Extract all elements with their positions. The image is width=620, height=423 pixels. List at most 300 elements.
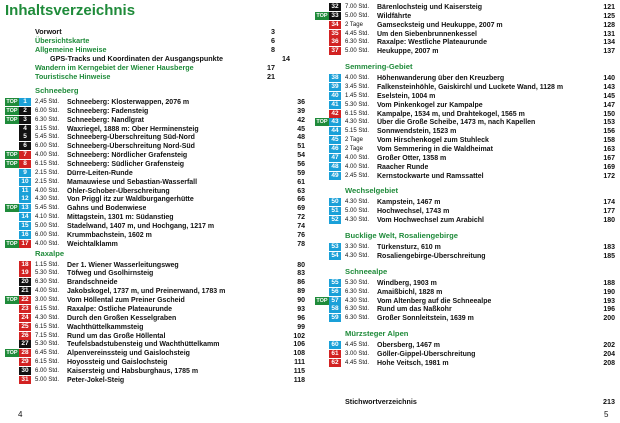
route-page: 174 [603,199,615,207]
route-title: Kampstein, 1467 m [377,199,441,207]
top-badge: TOP [6,116,18,123]
route-number: 52 [329,216,341,224]
route-duration: 4.00 Std. [345,163,370,170]
route-title: Obersberg, 1467 m [377,342,441,350]
route-duration: 1.15 Std. [35,261,60,268]
front-matter-page: 14 [282,54,290,63]
route-title: Vom Hochwechsel zum Arabichl [377,217,484,225]
route-page: 78 [297,240,305,248]
route-number: 28 [19,349,31,357]
route-number: 38 [329,74,341,82]
route-page: 86 [297,279,305,287]
route-duration: 6.15 Std. [345,110,370,117]
route-duration: 7.00 Std. [345,4,370,10]
route-duration: 4.10 Std. [35,214,60,221]
route-row [315,21,615,30]
route-page: 208 [603,359,615,367]
route-title: Wachthüttelkammsteig [67,323,144,331]
top-badge: TOP [6,161,18,168]
route-page: 69 [297,205,305,213]
route-number: 46 [329,145,341,153]
route-title: Teufelsbadstubensteig und Wachthüttelkamm [67,341,220,349]
route-row [315,145,615,154]
route-page: 83 [297,270,305,278]
front-matter-title: Übersichtskarte [35,36,90,45]
front-matter-page: 17 [267,63,275,72]
route-number: 31 [19,376,31,384]
route-number: 33 [329,12,341,20]
route-number: 5 [19,133,31,141]
route-row [5,178,305,187]
route-row [315,279,615,288]
route-page: 177 [603,208,615,216]
route-number: 35 [329,30,341,38]
route-duration: 6.30 Std. [35,116,60,123]
route-number: 9 [19,169,31,177]
route-title: Großer Otter, 1358 m [377,154,447,162]
route-number: 62 [329,359,341,367]
route-row [315,101,615,110]
route-duration: 5.45 Std. [35,134,60,141]
route-row [5,340,305,349]
route-page: 48 [297,134,305,142]
route-title: Eselstein, 1004 m [377,92,436,100]
route-page: 143 [603,84,615,92]
front-matter-item [35,72,275,81]
route-row [315,297,615,306]
route-duration: 5.00 Std. [35,223,60,230]
route-duration: 5.00 Std. [345,12,370,19]
route-title: Rund um das Große Höllental [67,332,166,340]
route-title: Gamsecksteig und Heukuppe, 2007 m [377,21,503,29]
route-title: Vom Altenberg auf die Schneealpe [377,297,492,305]
route-number: 45 [329,136,341,144]
route-title: Wildfährte [377,12,412,20]
route-number: 8 [19,160,31,168]
route-duration: 2 Tage [345,21,363,28]
route-page: 51 [297,143,305,151]
route-title: Töfweg und Gsolhirnsteig [67,270,154,278]
route-title: Kernstockwarte und Ramssattel [377,172,484,180]
route-title: Höhenwanderung über den Kreuzberg [377,75,505,83]
route-row [5,116,305,125]
route-duration: 6.30 Std. [345,315,370,322]
section-heading: Raxalpe [35,248,65,258]
route-duration: 6.00 Std. [35,367,60,374]
route-duration: 3.00 Std. [35,297,60,304]
route-page: 145 [603,92,615,100]
route-row [315,243,615,252]
route-number: 4 [19,125,31,133]
route-page: 128 [603,21,615,29]
route-page: 158 [603,137,615,145]
route-title: Hohe Veitsch, 1981 m [377,359,449,367]
top-badge: TOP [6,205,18,212]
top-badge: TOP [6,152,18,159]
route-row [5,204,305,213]
top-badge: TOP [6,350,18,357]
route-row [5,314,305,323]
route-row [315,172,615,181]
route-title: Öhler-Schober-Überschreitung [67,187,170,195]
route-page: 118 [293,376,305,384]
route-title: Falkensteinhöhle, Gaiskirchl und Luckete Wand, 1128 m [377,84,564,92]
route-number: 11 [19,187,31,195]
route-number: 6 [19,142,31,150]
route-page: 61 [297,178,305,186]
route-row [5,125,305,134]
right-page [310,0,620,423]
front-matter-title: GPS-Tracks und Koordinaten der Ausgangspunkte [50,54,224,63]
front-matter-page: 21 [267,72,275,81]
route-duration: 4.45 Std. [345,359,370,366]
route-row [315,314,615,323]
route-row [5,107,305,116]
route-title: Vom Semmering in die Waldheimat [377,146,493,154]
route-row [5,213,305,222]
route-title: Türkensturz, 610 m [377,244,441,252]
route-row [315,154,615,163]
route-page: 202 [603,342,615,350]
route-page: 156 [603,128,615,136]
route-title: Jakobskogel, 1737 m, und Preinerwand, 1783 m [67,288,226,296]
route-title: Gahns und Bodenwiese [67,205,147,213]
route-duration: 4.30 Std. [345,217,370,224]
route-title: Brandschneide [67,279,118,287]
route-number: 3 [19,116,31,124]
route-duration: 2.15 Std. [35,178,60,185]
route-row [5,261,305,270]
route-duration: 6.00 Std. [35,143,60,150]
front-matter-page: 6 [271,36,275,45]
route-row [315,288,615,297]
route-title: Rund um das Naßkohr [377,306,452,314]
route-page: 169 [603,163,615,171]
route-number: 58 [329,305,341,313]
route-number: 60 [329,341,341,349]
front-matter-page: 8 [271,45,275,54]
route-number: 54 [329,252,341,260]
route-number: 20 [19,278,31,286]
route-title: Raacher Runde [377,163,429,171]
route-duration: 4.00 Std. [35,187,60,194]
route-duration: 6.15 Std. [35,359,60,366]
route-duration: 6.15 Std. [35,305,60,312]
route-number: 23 [19,305,31,313]
route-page: 200 [603,315,615,323]
route-number: 57 [329,297,341,305]
route-number: 51 [329,207,341,215]
route-number: 7 [19,151,31,159]
route-number: 39 [329,83,341,91]
route-page: 131 [603,30,615,38]
route-row [5,367,305,376]
front-matter-title: Allgemeine Hinweise [35,45,107,54]
back-matter-title: Stichwortverzeichnis [345,397,417,406]
section-heading: Schneealpe [345,266,388,276]
top-badge: TOP [6,297,18,304]
route-duration: 4.45 Std. [345,30,370,37]
route-title: Heukuppe, 2007 m [377,48,439,56]
route-duration: 4.30 Std. [35,314,60,321]
route-title: Vom Hirschenkogel zum Stuhleck [377,137,489,145]
route-row [5,296,305,305]
route-duration: 6.45 Std. [35,350,60,357]
route-duration: 2 Tage [345,146,363,153]
route-row [315,136,615,145]
route-number: 42 [329,110,341,118]
route-row [5,160,305,169]
route-page: 76 [297,231,305,239]
section-heading: Bucklige Welt, Rosaliengebirge [345,231,458,241]
route-number: 15 [19,222,31,230]
route-title: Vom Höllental zum Preiner Gscheid [67,297,185,305]
route-title: Windberg, 1903 m [377,279,437,287]
route-page: 125 [603,12,615,20]
route-title: Von Priggl itz zur Waldburgangerhütte [67,196,194,204]
back-matter-item [345,397,615,406]
route-row [5,169,305,178]
route-duration: 3.00 Std. [345,350,370,357]
route-number: 55 [329,279,341,287]
route-number: 17 [19,240,31,248]
route-duration: 2.45 Std. [345,172,370,179]
route-row [5,240,305,249]
route-number: 2 [19,107,31,115]
route-page: 153 [603,119,615,127]
route-duration: 6.00 Std. [35,231,60,238]
route-row [5,358,305,367]
route-page: 89 [297,288,305,296]
route-page: 188 [603,279,615,287]
route-number: 18 [19,261,31,269]
route-page: 147 [603,101,615,109]
route-page: 36 [297,99,305,106]
route-page: 102 [293,332,305,340]
top-badge: TOP [316,297,328,304]
route-row [5,142,305,151]
route-number: 10 [19,178,31,186]
route-duration: 6.15 Std. [35,323,60,330]
front-matter-title: Touristische Hinweise [35,72,111,81]
route-row [315,359,615,368]
front-matter-title: Vorwort [35,27,62,36]
route-page: 108 [293,350,305,358]
route-number: 49 [329,172,341,180]
route-row [315,118,615,127]
route-number: 47 [329,154,341,162]
route-page: 93 [297,305,305,313]
front-matter-item [35,27,275,36]
route-duration: 7.15 Std. [35,332,60,339]
top-badge: TOP [6,107,18,114]
route-row [5,133,305,142]
route-duration: 5.30 Std. [345,101,370,108]
route-page: 167 [603,154,615,162]
route-page: 115 [293,367,305,375]
route-number: 37 [329,47,341,55]
route-row [315,252,615,261]
route-row [5,332,305,341]
route-number: 1 [19,98,31,106]
route-title: Hochwechsel, 1743 m [377,208,450,216]
route-page: 74 [297,223,305,231]
route-duration: 4.30 Std. [345,199,370,206]
route-page: 59 [297,169,305,177]
route-title: Raxalpe: Östliche Plateaurunde [67,305,173,313]
route-row [315,74,615,83]
route-title: Vom Pinkenkogel zur Kampalpe [377,101,483,109]
route-row [5,98,305,107]
route-row [5,305,305,314]
route-number: 21 [19,287,31,295]
route-page: 190 [603,288,615,296]
route-title: Schneeberg: Nandlgrat [67,116,145,124]
route-title: Durch den Großen Kesselgraben [67,314,177,322]
route-number: 34 [329,21,341,29]
route-page: 45 [297,125,305,133]
route-duration: 2 Tage [345,137,363,144]
route-title: Sonnwendstein, 1523 m [377,128,457,136]
route-row [315,127,615,136]
route-row [315,30,615,39]
route-page: 196 [603,306,615,314]
route-row [315,47,615,56]
route-row [315,305,615,314]
route-title: Mittagstein, 1301 m: Südanstieg [67,214,174,222]
route-row [5,323,305,332]
route-title: Amaißbichl, 1828 m [377,288,443,296]
route-number: 40 [329,92,341,100]
route-duration: 3.15 Std. [35,125,60,132]
route-page: 121 [603,4,615,11]
route-page: 42 [297,116,305,124]
route-page: 172 [603,172,615,180]
route-number: 14 [19,213,31,221]
route-duration: 5.15 Std. [345,128,370,135]
route-title: Um den Siebenbrunnenkessel [377,30,477,38]
route-number: 29 [19,358,31,366]
section-heading: Mürzsteger Alpen [345,329,409,339]
route-page: 99 [297,323,305,331]
route-page: 163 [603,146,615,154]
route-row [5,195,305,204]
route-duration: 5.00 Std. [35,376,60,383]
route-page: 140 [603,75,615,83]
route-duration: 4.30 Std. [35,196,60,203]
route-number: 61 [329,350,341,358]
route-number: 26 [19,332,31,340]
route-number: 13 [19,204,31,212]
route-row [5,287,305,296]
route-duration: 6.30 Std. [345,288,370,295]
route-number: 44 [329,127,341,135]
front-matter-item [35,36,275,45]
route-row [5,269,305,278]
route-number: 43 [329,118,341,126]
route-duration: 4.30 Std. [345,297,370,304]
route-page: 54 [297,152,305,160]
route-number: 12 [19,195,31,203]
route-number: 16 [19,231,31,239]
route-title: Dürre-Leiten-Runde [67,169,133,177]
section-heading: Wechselgebiet [345,186,399,196]
route-duration: 3.45 Std. [345,84,370,91]
route-row [315,163,615,172]
route-page: 80 [297,261,305,269]
route-page: 183 [603,244,615,252]
front-matter-page: 3 [271,27,275,36]
route-page: 72 [297,214,305,222]
route-number: 27 [19,340,31,348]
route-number: 48 [329,163,341,171]
route-row [315,3,615,12]
route-page: 193 [603,297,615,305]
section-heading: Schneeberg [35,86,79,95]
route-title: Schneeberg: Nördlicher Grafensteig [67,152,188,160]
route-duration: 6.00 Std. [35,107,60,114]
route-number: 59 [329,314,341,322]
route-title: Großer Sonnleitstein, 1639 m [377,315,474,323]
route-title: Über die Große Scheibe, 1473 m, nach Kapellen [377,119,536,127]
route-page: 204 [603,350,615,358]
route-page: 56 [297,161,305,169]
route-title: Rosaliengebirge-Überschreitung [377,252,486,260]
route-duration: 2.15 Std. [35,169,60,176]
route-number: 32 [329,3,341,11]
route-row [5,349,305,358]
route-title: Schneeberg-Überschreitung Süd-Nord [67,134,195,142]
route-duration: 4.00 Std. [345,154,370,161]
route-page: 63 [297,187,305,195]
route-duration: 5.00 Std. [345,208,370,215]
route-page: 185 [603,252,615,260]
route-duration: 4.45 Std. [345,342,370,349]
route-duration: 6.15 Std. [35,161,60,168]
route-title: Krummbachstein, 1602 m [67,231,152,239]
route-duration: 5.00 Std. [345,48,370,55]
route-duration: 5.30 Std. [345,279,370,286]
route-number: 53 [329,243,341,251]
route-title: Der 1. Wiener Wasserleitungsweg [67,261,179,269]
route-row [5,151,305,160]
route-page: 39 [297,107,305,115]
route-number: 24 [19,314,31,322]
route-duration: 1.45 Std. [345,92,370,99]
route-title: Bärenlochsteig und Kaisersteig [377,4,483,11]
route-row [315,216,615,225]
route-duration: 4.00 Std. [35,288,60,295]
route-duration: 2,45 Std. [35,99,60,105]
section-heading: Semmering-Gebiet [345,62,413,72]
route-number: 41 [329,101,341,109]
route-duration: 5.30 Std. [35,270,60,277]
route-row [315,83,615,92]
route-duration: 4.00 Std. [345,75,370,82]
route-title: Hoyossteig und Gaislochsteig [67,359,168,367]
route-title: Schneeberg: Fadensteig [67,107,149,115]
route-duration: 4.30 Std. [345,252,370,259]
route-title: Raxalpe: Westliche Plateaurunde [377,39,487,47]
top-badge: TOP [316,119,328,126]
route-row [315,198,615,207]
route-duration: 6.30 Std. [345,306,370,313]
route-page: 180 [603,217,615,225]
route-row [5,222,305,231]
route-number: 19 [19,269,31,277]
front-matter-item [50,54,290,63]
route-duration: 5.45 Std. [35,205,60,212]
